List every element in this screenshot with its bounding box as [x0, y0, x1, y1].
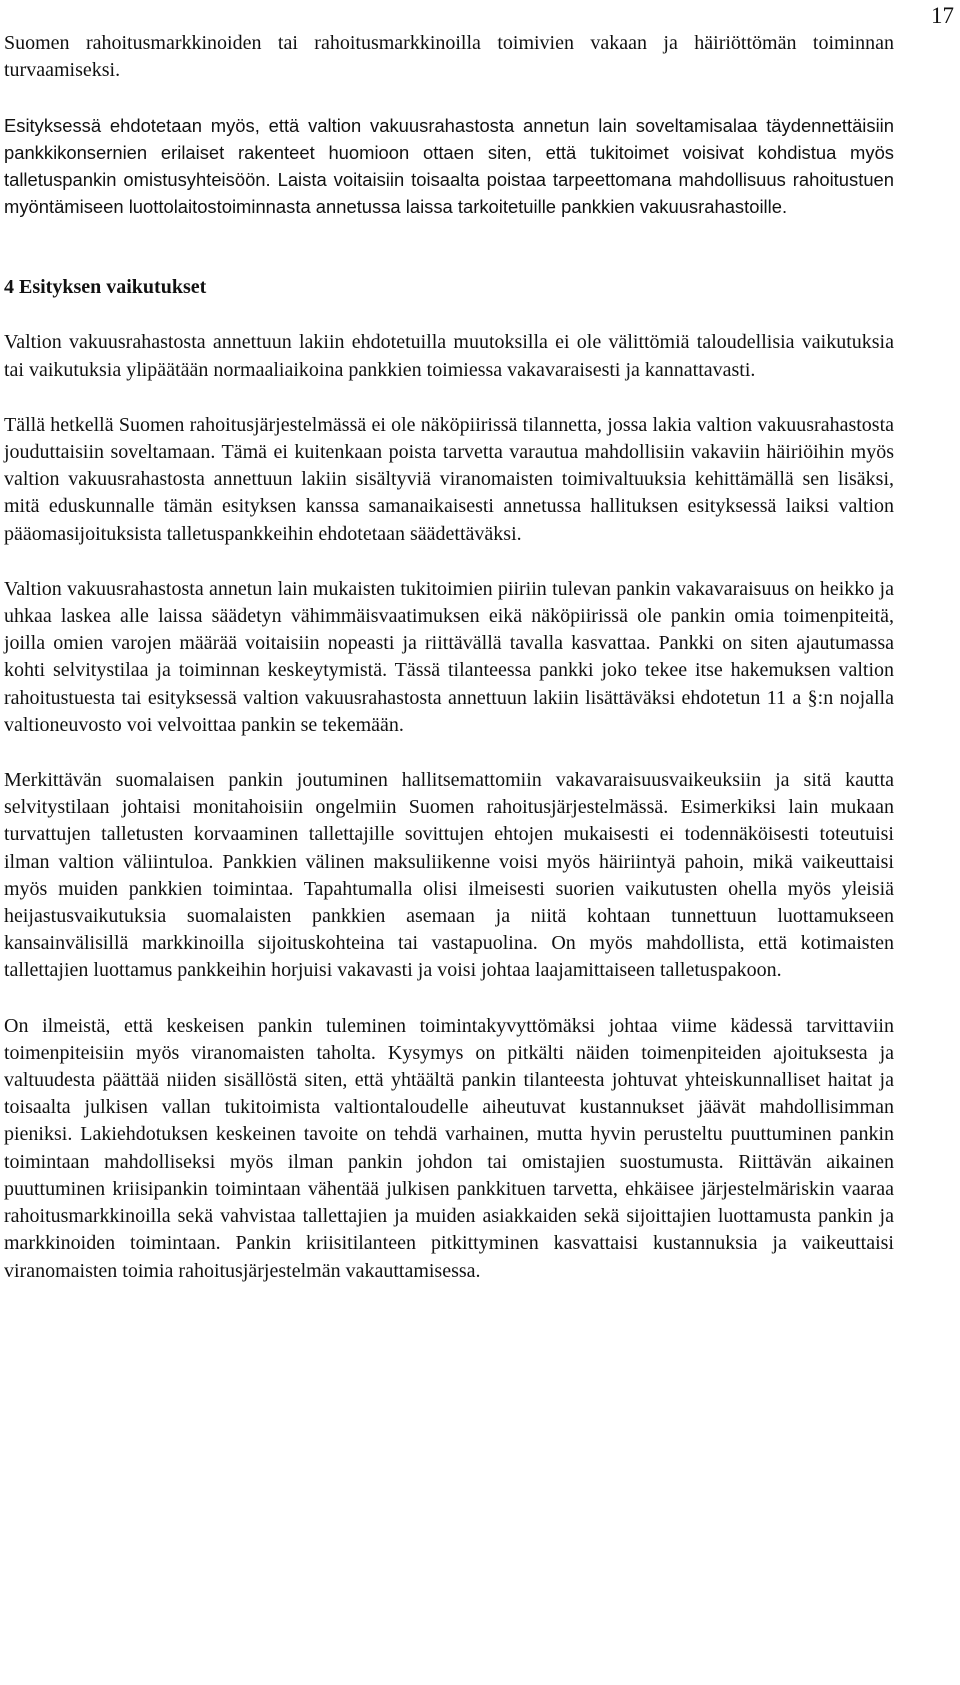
body-paragraph: On ilmeistä, että keskeisen pankin tuleminen toimintakyvyttömäksi johtaa viime kädessä tarvittaviin toimenpiteisiin myös viranomaisten taholta. Kysymys on pitkälti näiden toimenpiteiden ajoituksesta ja valtuudesta päättää niiden sisällöstä siten, että yhtäältä pankin tilanteesta johtuvat yhteiskunnalliset haitat ja toisaalta julkisen vallan tukitoimista valtiontaloudelle aiheutuvat kustannukset jäävät mahdollisimman pieniksi. Lakiehdotuksen keskeinen tavoite on tehdä varhainen, mutta hyvin perusteltu puuttuminen pankin toimintaan mahdolliseksi myös ilman pankin johdon tai omistajien suostumusta. Riittävän aikainen puuttuminen kriisipankin toimintaan vähentää julkisen pankkituen tarvetta, ehkäisee järjestelmäriskin vaaraa rahoitusmarkkinoilla sekä vahvistaa tallettajien ja muiden asiakkaiden sekä sijoittajien luottamusta pankin ja markkinoiden toimintaan. Pankin kriisitilanteen pitkittyminen kasvattaisi kustannuksia ja vaikeuttaisi viranomaisten toimia rahoitusjärjestelmän vakauttamisessa.: [4, 1014, 894, 1282]
body-paragraph: Tällä hetkellä Suomen rahoitusjärjestelmässä ei ole näköpiirissä tilannetta, jossa lakia valtion vakuusrahastosta jouduttaisiin soveltamaan. Tämä ei kuitenkaan poista tarvetta varautua mahdollisiin vakaviin häiriöihin myös valtion vakuusrahastosta annettuun lakiin sisältyviä viranomaisten toimivaltuuksia kehittämällä sen lisäksi, mitä eduskunnalle tämän esityksen kanssa samanaikaisesti annetussa hallituksen esityksessä laiksi valtion pääomasijoituksista talletuspankkeihin ehdotetaan säädettäväksi.: [4, 413, 894, 545]
body-paragraph: Valtion vakuusrahastosta annetun lain mukaisten tukitoimien piiriin tulevan pankin vakavaraisuus on heikko ja uhkaa laskea alle laissa säädetyn vähimmäisvaatimuksen eikä näköpiirissä ole pankin omia toimenpiteitä, joilla omien varojen määrää voitaisiin nopeasti ja riittävällä tavalla kasvattaa. Pankki on siten ajautumassa kohti selvitystilaa ja toiminnan keskeytymistä. Tässä tilanteessa pankki joko tekee itse hakemuksen valtion rahoitustuesta tai esityksessä valtion vakuusrahastosta annettuun lakiin lisättäväksi ehdotetun 11 a §:n nojalla valtioneuvosto voi velvoittaa pankin se tekemään.: [4, 577, 894, 736]
body-paragraph: Valtion vakuusrahastosta annettuun lakiin ehdotetuilla muutoksilla ei ole välittömiä taloudellisia vaikutuksia tai vaikutuksia ylipäätään normaaliaikoina pankkien toimiessa vakavaraisesti ja kannattavasti.: [4, 331, 894, 381]
intro-paragraph: Suomen rahoitusmarkkinoiden tai rahoitusmarkkinoilla toimivien vakaan ja häiriöttömän toiminnan turvaamiseksi.: [4, 32, 894, 82]
summary-paragraph: Esityksessä ehdotetaan myös, että valtion vakuusrahastosta annetun lain soveltamisalaa täydennettäisiin pankkikonsernien erilaiset rakenteet huomioon ottaen siten, että tukitoimet voisivat kohdistua myös talletuspankin omistusyhteisöön. Laista voitaisiin toisaalta poistaa tarpeettomana mahdollisuus rahoitustuen myöntämiseen luottolaitostoiminnasta annetussa laissa tarkoitetuille pankkien vakuusrahastoille.: [4, 115, 894, 218]
body-paragraph: Merkittävän suomalaisen pankin joutuminen hallitsemattomiin vakavaraisuusvaikeuksiin ja sitä kautta selvitystilaan johtaisi monitahoisiin ongelmiin Suomen rahoitusjärjestelmässä. Esimerkiksi lain mukaan turvattujen talletusten korvaaminen tallettajille sovittujen ehtojen mukaisesti ei todennäköisesti toteutuisi ilman valtion väliintuloa. Pankkien välinen maksuliikenne voisi myös häiriintyä pahoin, mikä vaikeuttaisi myös muiden pankkien toimintaa. Tapahtumalla olisi ilmeisesti suorien vaikutusten ohella myös yleisiä heijastusvaikutuksia suomalaisten pankkien asemaan ja niitä kohtaan tunnettuun luottamukseen kansainvälisillä markkinoilla sijoituskohteina tai vastapuolina. On myös mahdollista, että kotimaisten tallettajien luottamus pankkeihin horjuisi vakavasti ja voisi johtaa laajamittaiseen talletuspakoon.: [4, 769, 894, 982]
section-heading: 4 Esityksen vaikutukset: [4, 276, 207, 299]
page-number: 17: [931, 3, 954, 28]
document-body: [4, 30, 894, 1285]
